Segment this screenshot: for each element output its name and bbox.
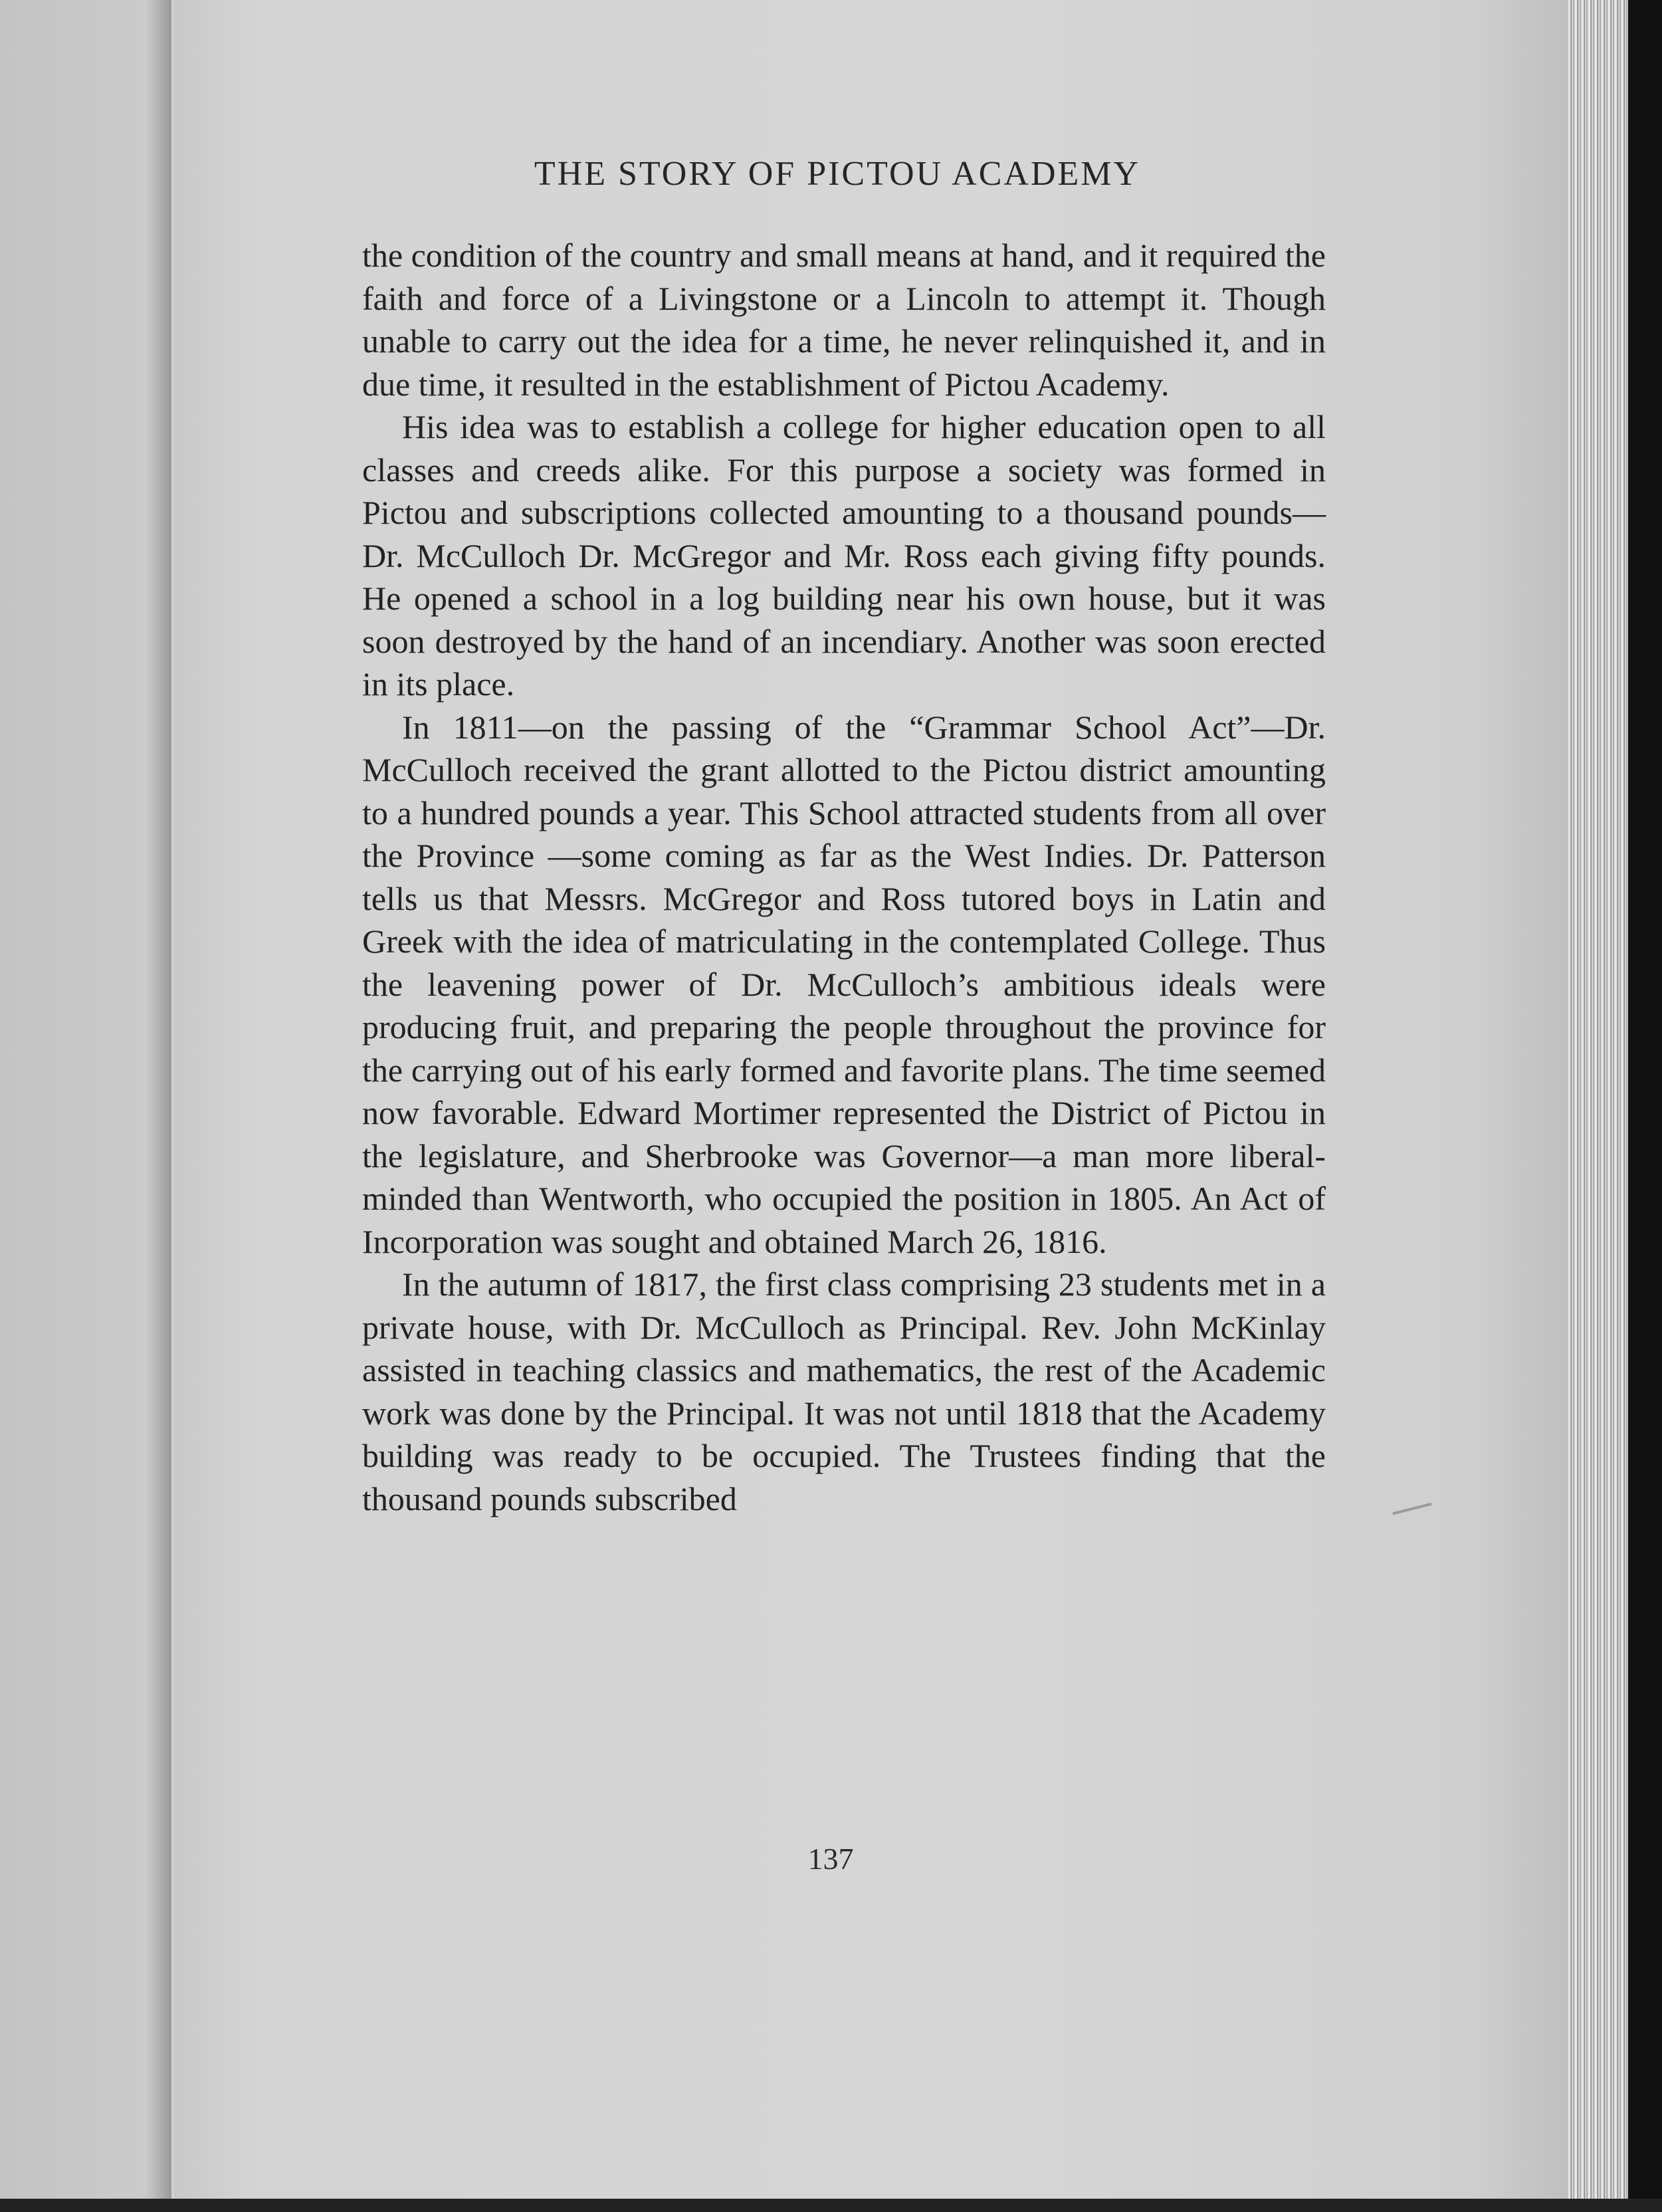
paragraph-4: In the autumn of 1817, the first class comprising 23 students met in a private house, with Dr. McCulloch as Principal. Rev. John McKinlay assisted in teaching classics and mathematics, the rest of the Academic work was done by the Principal. It was not until 1818 that the Academy building was ready to be occupied. The Trustees finding that the thousand pounds subscribed xyxy=(362,1266,1326,1517)
scanner-bottom-edge xyxy=(0,2199,1662,2212)
paragraph-1: the condition of the country and small means at hand, and it required the faith and force of a Livingstone or a Lincoln to attempt it. Though unable to carry out the idea for a time, he never relinquished it, and in due time, it resulted in the establishment of Pictou Academy. xyxy=(362,237,1326,403)
page-edges xyxy=(1568,0,1628,2212)
body-text xyxy=(362,234,1326,1520)
paragraph-2: His idea was to establish a college for higher education open to all classes and creeds alike. For this purpose a society was formed in Pictou and subscriptions collected amounting to a thousand pounds—Dr. McCulloch Dr. McGregor and Mr. Ross each giving fifty pounds. He opened a school in a log building near his own house, but it was soon destroyed by the hand of an incendiary. Another was soon erected in its place. xyxy=(362,408,1326,703)
paragraph-3: In 1811—on the passing of the “Grammar School Act”—Dr. McCulloch received the grant allotted to the Pictou district amounting to a hundred pounds a year. This School attracted students from all over the Province —some coming as far as the West Indies. Dr. Patterson tells us that Messrs. McGregor and Ross tutored boys in Latin and Greek with the idea of matriculating in the contemplated College. Thus the leavening power of Dr. McCulloch’s ambitious ideals were producing fruit, and preparing the people throughout the province for the carrying out of his early formed and favorite plans. The time seemed now favorable. Edward Mortimer represented the District of Pictou in the legislature, and Sherbrooke was Governor—a man more liberal-minded than Wentworth, who occupied the position in 1805. An Act of Incorporation was sought and obtained March 26, 1816. xyxy=(362,708,1326,1260)
page-number: 137 xyxy=(807,1842,854,1876)
facing-page-margin xyxy=(0,0,171,2212)
running-head: THE STORY OF PICTOU ACADEMY xyxy=(534,155,1141,193)
scanner-edge xyxy=(1628,0,1662,2212)
